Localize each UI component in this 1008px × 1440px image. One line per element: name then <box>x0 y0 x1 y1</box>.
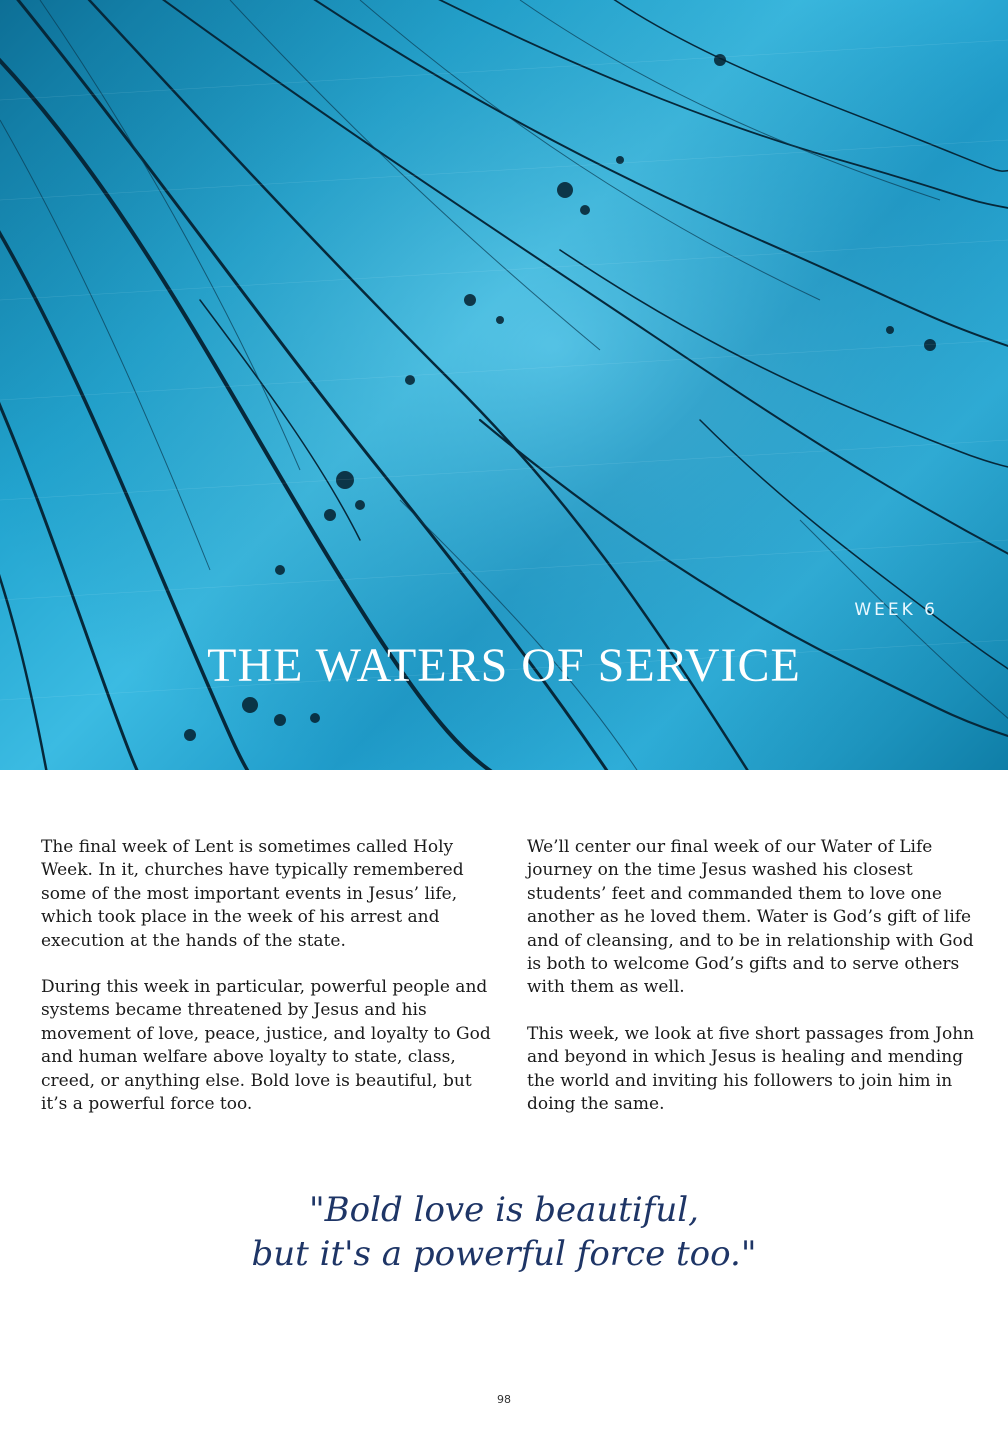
right-column <box>527 836 977 1139</box>
paragraph: During this week in particular, powerful people and systems became threatened by Jesus and his movement of love, peace, justice, and loyalty to God and human welfare above loyalty to state, class, creed, or anything else. Bold love is beautiful, but it’s a powerful force too. <box>41 977 491 1115</box>
pull-quote-line-2: but it's a powerful force too." <box>251 1234 757 1274</box>
paragraph: The final week of Lent is sometimes called Holy Week. In it, churches have typically remembered some of the most important events in Jesus’ life, which took place in the week of his arrest and execution at the hands of the state. <box>41 837 464 951</box>
paragraph: We’ll center our final week of our Water of Life journey on the time Jesus washed his closest students’ feet and commanded them to love one another as he loved them. Water is God’s gift of life and of cleansing, and to be in relationship with God is both to welcome God’s gifts and to serve others with them as well. <box>527 837 974 998</box>
pull-quote-line-1: "Bold love is beautiful, <box>309 1190 699 1230</box>
paragraph: This week, we look at five short passages from John and beyond in which Jesus is healing and mending the world and inviting his followers to join him in doing the same. <box>527 1023 975 1115</box>
week-label: WEEK 6 <box>854 600 938 620</box>
page-title: THE WATERS OF SERVICE <box>207 639 801 692</box>
pull-quote <box>0 1188 1008 1276</box>
left-column <box>41 836 491 1139</box>
page-number: 98 <box>497 1393 511 1406</box>
